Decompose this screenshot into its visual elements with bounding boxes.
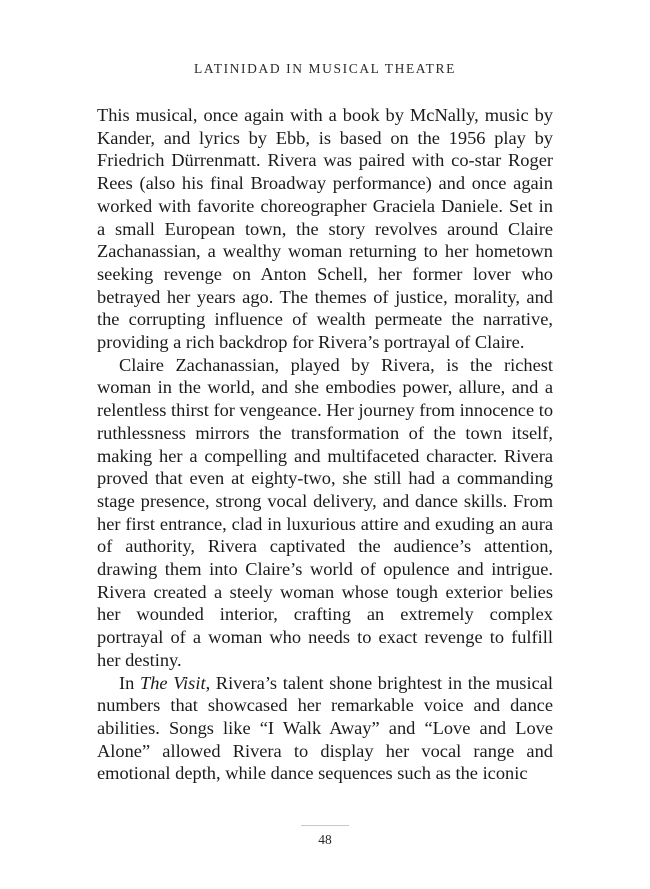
paragraph-2: Claire Zachanassian, played by Rivera, is the richest woman in the world, and she embodies power, allure, and a relentless thirst for vengeance. Her journey from innocence to ruthlessness mirrors the transformation of the town itself, making her a compelling and multifaceted character. Rivera proved that even at eighty-two, she still had a commanding stage presence, strong vocal delivery, and dance skills. From her first entrance, clad in luxurious attire and exuding an aura of authority, Rivera captivated the audience’s attention, drawing them into Claire’s world of opulence and intrigue. Rivera created a steely woman whose tough exterior belies her wounded interior, crafting an extremely complex portrayal of a woman who needs to exact revenge to fulfill her destiny. xyxy=(97,354,554,670)
page-number: 48 xyxy=(318,832,332,847)
running-head: LATINIDAD IN MUSICAL THEATRE xyxy=(194,61,456,76)
work-title: The Visit xyxy=(139,672,206,693)
folio-rule xyxy=(301,825,349,826)
body-text xyxy=(97,104,553,785)
paragraph-3-lead: In xyxy=(119,672,140,693)
paragraph-3-rest: , Rivera’s talent shone brightest in the musical numbers that showcased her remarkable voice and dance abilities. Songs like “I Walk Away” and “Love and Love Alone” allowed Rivera to display her vocal range and emotional depth, while dance sequences such as the iconic xyxy=(97,672,554,784)
paragraph-3 xyxy=(97,672,553,786)
paragraph-1: This musical, once again with a book by McNally, music by Kander, and lyrics by Ebb, is based on the 1956 play by Friedrich Dürrenmatt. Rivera was paired with co-star Roger Rees (also his final Broadway performance) and once again worked with favorite choreographer Graciela Daniele. Set in a small European town, the story revolves around Claire Zachanassian, a wealthy woman returning to her hometown seeking revenge on Anton Schell, her former lover who betrayed her years ago. The themes of justice, morality, and the corrupting influence of wealth permeate the narrative, providing a rich backdrop for Rivera’s portrayal of Claire. xyxy=(97,105,553,353)
